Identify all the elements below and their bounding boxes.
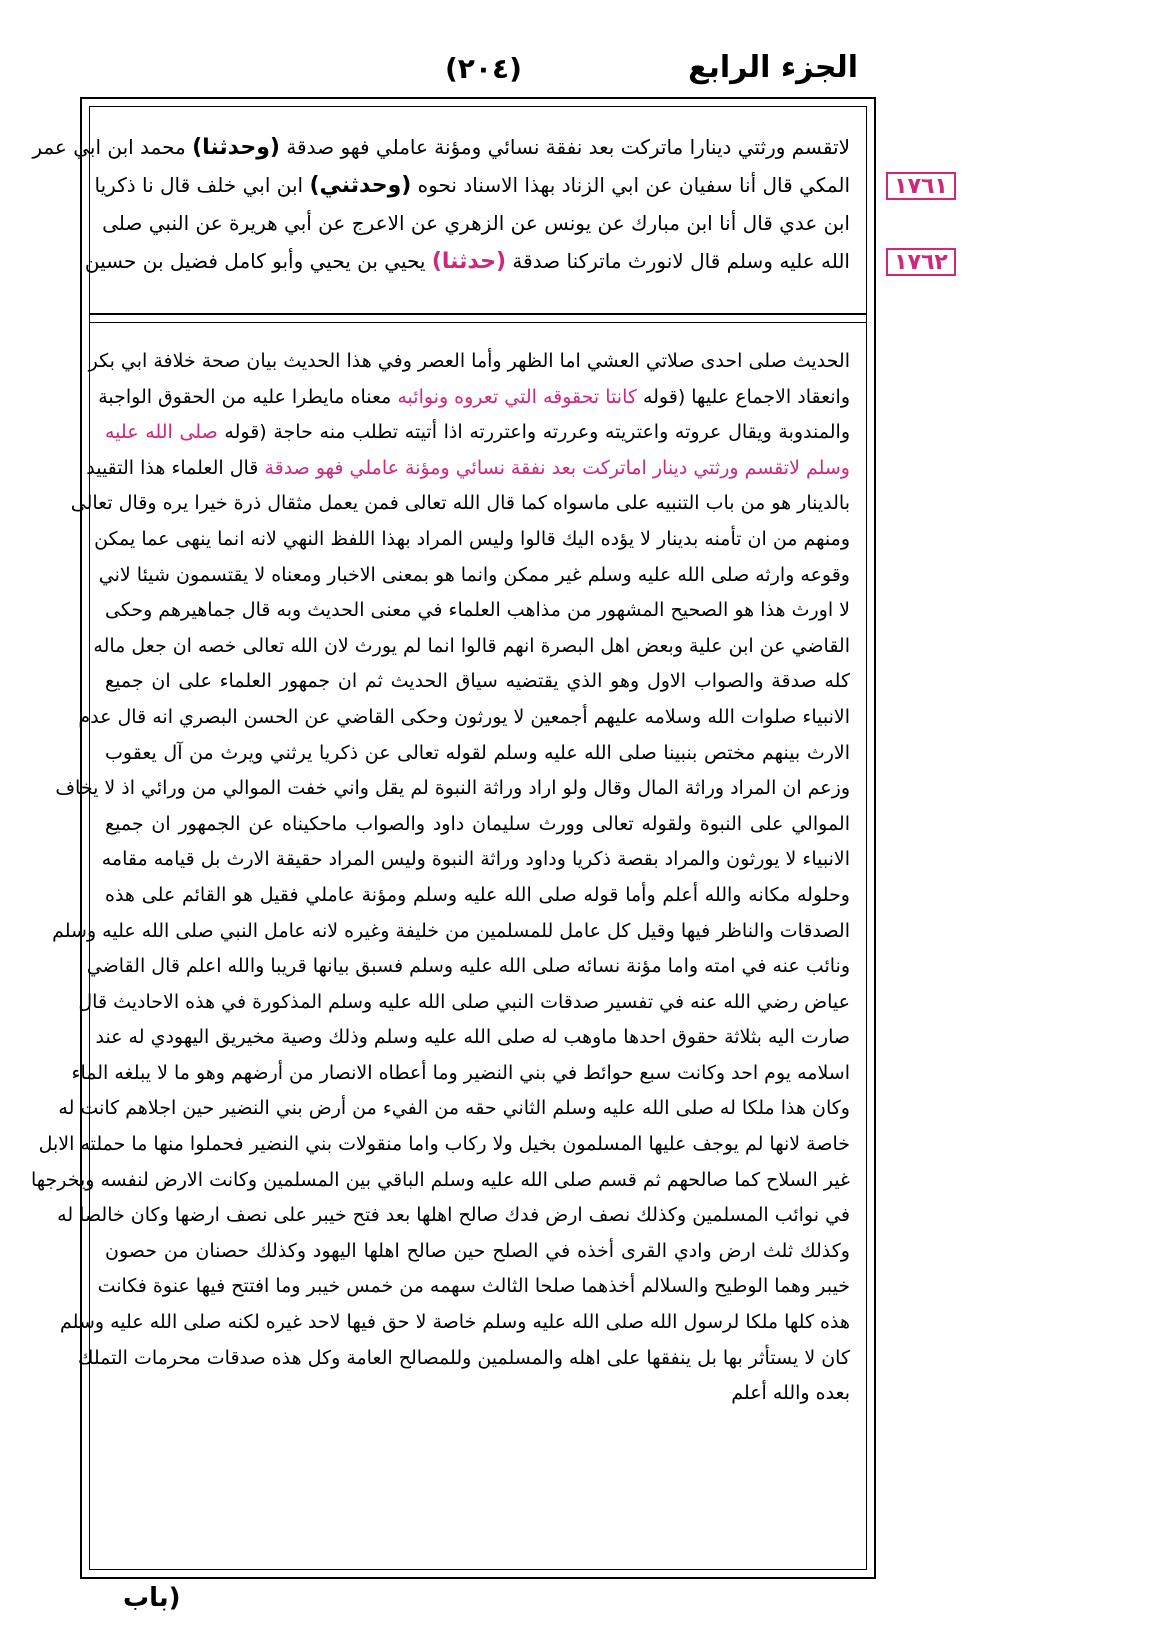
text-line: بعده والله أعلم: [731, 1382, 850, 1405]
narration-keyword: (وحدثني): [309, 173, 412, 198]
text-line: والمندوبة ويقال عروته واعتريته وعررته واعتررته اذا أتيته تطلب منه حاجة (قوله صلى الله عليه: [105, 421, 851, 444]
text-line: عياض رضي الله عنه في تفسير صدقات النبي صلى الله عليه وسلم المذكورة في هذه الاحاديث قال: [78, 990, 850, 1013]
quoted-phrase: صلى الله عليه: [105, 421, 218, 444]
text-line: الانبياء صلوات الله وسلامه عليهم أجمعين لا يورثون وحكى القاضي عن الحسن البصري انه قال عدم: [78, 705, 850, 728]
text-line: وانعقاد الاجماع عليها (قوله كانتا تحقوقه التي تعروه ونوائبه معناه مايطرا عليه من الحقوق الواجبة: [98, 385, 850, 408]
section-divider-inner: [89, 322, 867, 323]
text-line: كله صدقة والصواب الاول وهو الذي يقتضيه سياق الحديث ثم ان جمهور العلماء على ان جميع: [105, 670, 850, 693]
text-line: وسلم لاتقسم ورثتي دينار اماتركت بعد نفقة نسائي ومؤنة عاملي فهو صدقة قال العلماء هذا التقييد: [86, 456, 850, 479]
hadith-text-block: [32, 128, 850, 310]
text-line: لا اورث هذا هو الصحيح المشهور من مذاهب العلماء في معنى الحديث وبه قال جماهيرهم وحكى: [105, 599, 850, 622]
text-line: ابن عدي قال أنا ابن مبارك عن يونس عن الزهري عن الاعرج عن أبي هريرة عن النبي صلى: [102, 211, 850, 235]
text-line: وكذلك ثلث ارض وادي القرى أخذه في الصلح حين صالح اهلها اليهود وكذلك حصنان من حصون: [105, 1239, 850, 1262]
text-line: بالدينار هو من باب التنبيه على ماسواه كما قال الله تعالى فمن يعمل مثقال ذرة خيرا يره وقال تعالى: [70, 492, 850, 515]
text-line: كان لا يستأثر بها بل ينفقها على اهله والمسلمين وللمصالح العامة وكل هذه صدقات محرمات التملك: [77, 1346, 850, 1369]
text-line: لاتقسم ورثتي دينارا ماتركت بعد نفقة نسائي ومؤنة عاملي فهو صدقة (وحدثنا) محمد ابن ابي عمر: [32, 135, 850, 160]
text-line: غير السلاح كما صالحهم ثم قسم صلى الله عليه وسلم الباقي بين المسلمين وكانت الارض لنفسه ويخرجها: [30, 1168, 850, 1191]
text-line: الله عليه وسلم قال لانورث ماتركنا صدقة (حدثنا) يحيي بن يحيي وأبو كامل فضيل بن حسين: [84, 249, 850, 274]
text-line: وكان هذا ملكا له صلى الله عليه وسلم الثاني حقه من الفيء من أرض بني النضير حين اجلاهم كانت له: [58, 1097, 850, 1120]
text-line: الموالي على النبوة ولقوله تعالى وورث سليمان داود والصواب ماحكيناه عن الجمهور ان جميع: [105, 812, 850, 835]
text-line: خيبر وهما الوطيح والسلالم أخذهما صلحا الثالث سهمه من خمس خيبر وما افتتح فيها عنوة فكانت: [97, 1275, 850, 1298]
text-line: الانبياء لا يورثون والمراد بقصة ذكريا وداود وراثة النبوة وليس المراد حقيقة الارث بل قيامه مقامه: [101, 848, 850, 871]
text-line: صارت اليه بثلاثة حقوق احدها ماوهب له صلى الله عليه وسلم وذلك وصية مخيريق اليهودي له عند: [95, 1026, 850, 1049]
text-line: ونائب عنه في امته واما مؤنة نسائه صلى الله عليه وسلم فسبق بيانها قريبا والله اعلم قال القاضي: [86, 955, 850, 978]
text-line: في نوائب المسلمين وكذلك نصف ارض فدك صالح اهلها بعد فتح خيبر على نصف ارضها وكان خالصا له: [57, 1204, 850, 1227]
text-line: الصدقات والناظر فيها وقيل كل عامل للمسلمين من خليفة وغيره لانه عامل النبي صلى الله عليه وسلم: [52, 919, 850, 942]
text-line: وقوعه وارثه صلى الله عليه وسلم غير ممكن وانما هو بمعنى الاخبار ومعناه لا يقتسمون شيئا لاني: [98, 563, 850, 586]
quoted-phrase: كانتا تحقوقه التي تعروه ونوائبه: [397, 385, 637, 408]
text-line: القاضي عن ابن علية وبعض اهل البصرة انهم قالوا انما لم يورث لان الله تعالى خصه ان جعل ماله: [93, 634, 850, 657]
text-line: الحديث صلى احدى صلاتي العشي اما الظهر وأما العصر وفي هذا الحديث بيان صحة خلافة ابي بكر: [88, 350, 850, 372]
text-line: الارث بينهم مختص بنبينا صلى الله عليه وسلم لقوله تعالى عن ذكريا يرثني ويرث من آل يعقوب: [105, 741, 850, 764]
text-line: وحلوله مكانه والله أعلم وأما قوله صلى الله عليه وسلم ومؤنة عاملي فقيل هو القائم على هذه: [105, 883, 850, 906]
text-line: اسلامه يوم احد وكانت سبع حوائط في بني النضير وما أعطاه الانصار من أرضهم وهو ما لا يبلغه الماء: [71, 1061, 850, 1084]
text-line: خاصة لانها لم يوجف عليها المسلمون بخيل ولا ركاب واما منقولات بني النضير فحملوا منها ما حملته الابل: [38, 1133, 850, 1156]
text-line: هذه كلها ملكا لرسول الله صلى الله عليه وسلم خاصة لا حق فيها لاحد غيره لكنه صلى الله عليه وسلم: [60, 1311, 850, 1334]
hadith-number-1762: ١٧٦٢: [886, 248, 956, 276]
commentary-text-block: [30, 344, 851, 1564]
section-divider: [89, 313, 867, 315]
part-title: الجزء الرابع: [688, 50, 858, 85]
narration-keyword: (وحدثنا): [192, 135, 280, 160]
hadith-number-1761: ١٧٦١: [886, 172, 956, 200]
text-line: المكي قال أنا سفيان عن ابي الزناد بهذا الاسناد نحوه (وحدثني) ابن ابي خلف قال نا ذكريا: [94, 173, 850, 198]
text-line: ومنهم من ان تأمنه بدينار لا يؤده اليك قالوا وليس المراد بهذا اللفظ النهي لانه انما ينهى عما يمكن: [94, 527, 850, 550]
quoted-phrase: وسلم لاتقسم ورثتي دينار اماتركت بعد نفقة نسائي ومؤنة عاملي فهو صدقة: [264, 456, 850, 479]
narration-keyword: (حدثنا): [431, 249, 507, 274]
page-number: (٢٠٤): [445, 52, 522, 85]
text-line: وزعم ان المراد وراثة المال وقال ولو اراد وراثة النبوة لم يقل واني خفت الموالي من ورائي اذ لا يخاف: [55, 777, 850, 800]
catchword: (باب: [123, 1583, 181, 1613]
